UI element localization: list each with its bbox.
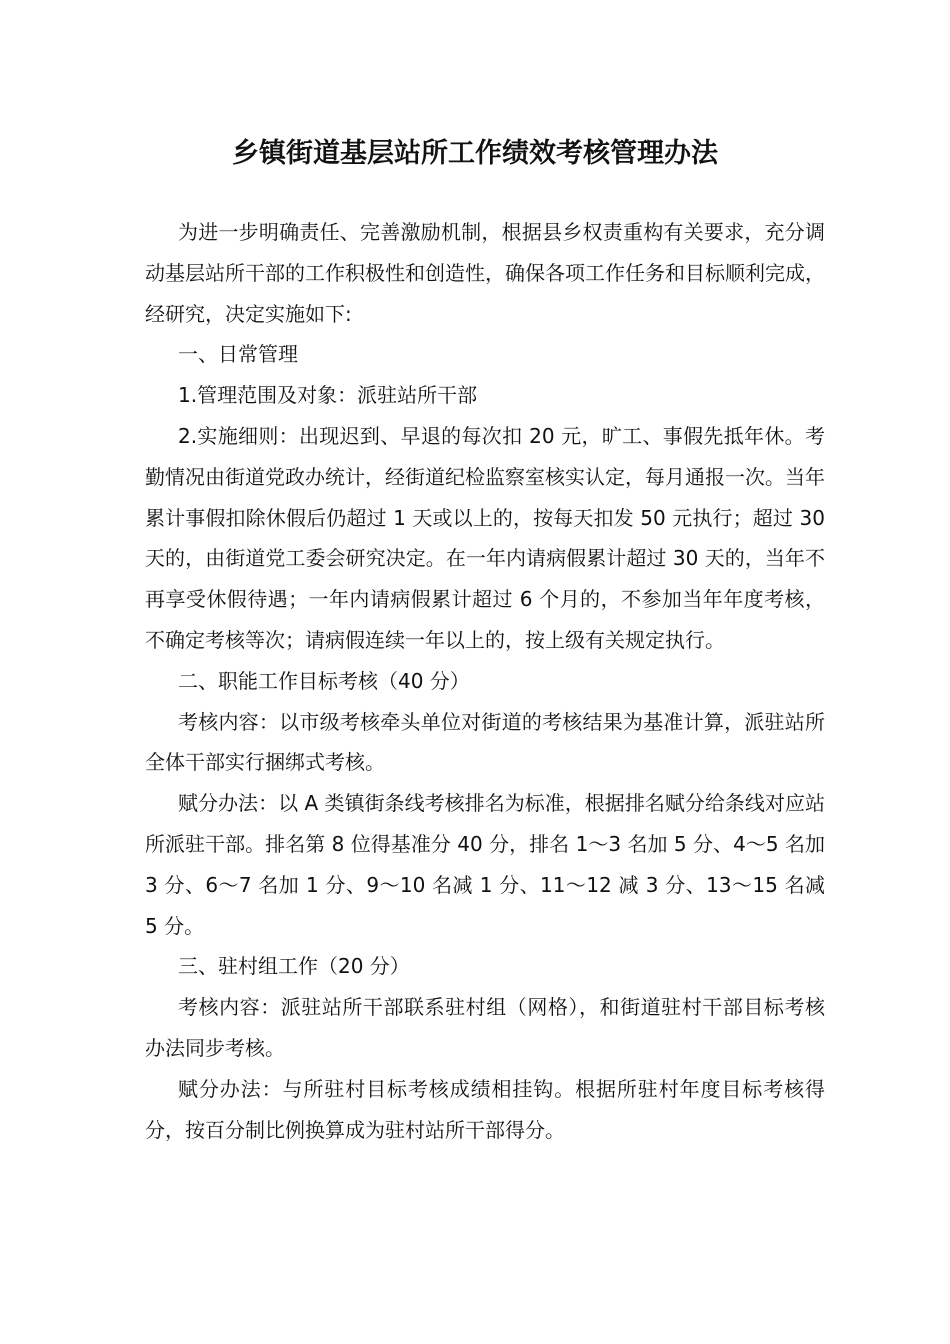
village-work-content: 考核内容：派驻站所干部联系驻村组（网格），和街道驻村干部目标考核办法同步考核。 (145, 995, 825, 1060)
scope-paragraph: 1.管理范围及对象：派驻站所干部 (178, 383, 478, 408)
document-title: 乡镇街道基层站所工作绩效考核管理办法 (232, 138, 718, 169)
section-heading-village-work: 三、驻村组工作（20 分） (178, 954, 410, 979)
section-heading-function-assessment: 二、职能工作目标考核（40 分） (178, 668, 470, 693)
function-assessment-content: 考核内容：以市级考核牵头单位对街道的考核结果为基准计算，派驻站所全体干部实行捆绑式考核。 (145, 709, 825, 775)
intro-paragraph: 为进一步明确责任、完善激励机制，根据县乡权责重构有关要求，充分调动基层站所干部的工作积极性和创造性，确保各项工作任务和目标顺利完成，经研究，决定实施如下: (145, 220, 825, 326)
section-heading-daily-management: 一、日常管理 (178, 342, 298, 367)
village-work-scoring: 赋分办法：与所驻村目标考核成绩相挂钩。根据所驻村年度目标考核得分，按百分制比例换算成为驻村站所干部得分。 (145, 1076, 825, 1142)
rules-paragraph: 2.实施细则：出现迟到、早退的每次扣 20 元，旷工、事假先抵年休。考勤情况由街道党政办统计，经街道纪检监察室核实认定，每月通报一次。当年累计事假扣除休假后仍超过 1 天或以上的，按每天扣发 50 元执行；超过 30 天的，由街道党工委会研究决定。在一年内请病假累计超过 30 天的，当年不再享受休假待遇；一年内请病假累计超过 6 个月的，不参加当年年度考核，不确定考核等次；请病假连续一年以上的，按上级有关规定执行。 (145, 423, 825, 652)
document-body (145, 212, 825, 1150)
function-assessment-scoring: 赋分办法：以 A 类镇街条线考核排名为标准，根据排名赋分给条线对应站所派驻干部。排名第 8 位得基准分 40 分，排名 1～3 名加 5 分、4～5 名加 3 分、6～7 名加 1 分、9～10 名减 1 分、11～12 减 3 分、13～15 名减 5 分。 (145, 791, 825, 938)
